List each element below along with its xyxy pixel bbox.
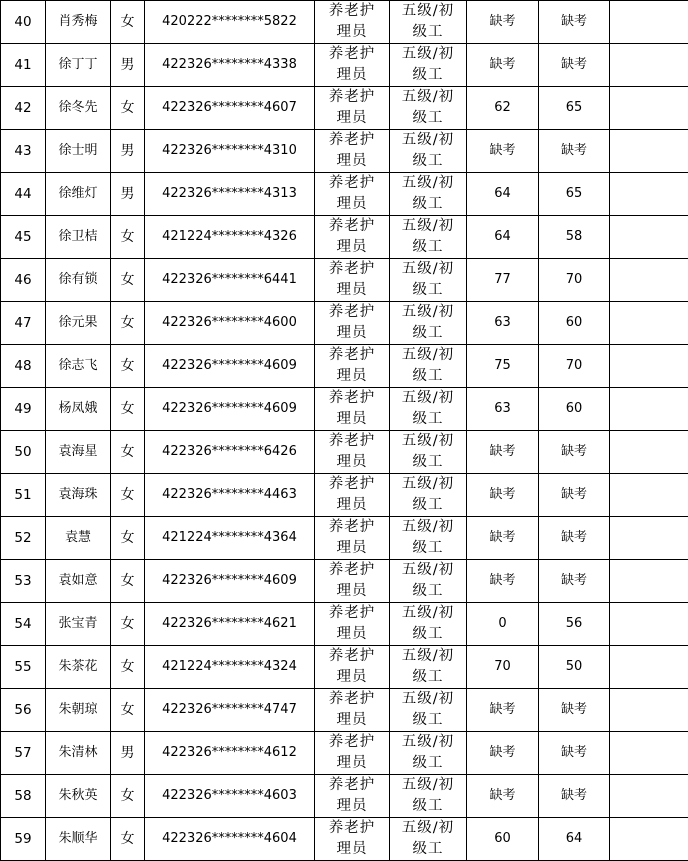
occupation-cell: [315, 130, 390, 173]
id-number-cell: 422326********4609: [145, 388, 315, 431]
occupation-cell: [315, 560, 390, 603]
id-number-cell: 422326********4338: [145, 44, 315, 87]
table-row: [1, 689, 688, 732]
practical-score-cell: 缺考: [539, 474, 610, 517]
level-line: 级工: [390, 151, 466, 172]
gender-cell: 女: [111, 87, 145, 130]
occupation-line: 理员: [315, 667, 389, 688]
table-row: [1, 1, 688, 44]
occupation-line: 养老护: [315, 302, 389, 323]
gender-cell: 男: [111, 173, 145, 216]
id-number-cell: 422326********4463: [145, 474, 315, 517]
theory-score-cell: 缺考: [467, 474, 539, 517]
level-line: 级工: [390, 452, 466, 473]
gender-cell: 女: [111, 259, 145, 302]
occupation-cell: [315, 87, 390, 130]
theory-score-cell: 77: [467, 259, 539, 302]
occupation-line: 理员: [315, 538, 389, 559]
level-line: 级工: [390, 409, 466, 430]
table-row: [1, 474, 688, 517]
remark-cell: [610, 431, 688, 474]
level-cell: [390, 87, 467, 130]
id-number-cell: 422326********4607: [145, 87, 315, 130]
remark-cell: [610, 689, 688, 732]
remark-cell: [610, 775, 688, 818]
table-row: [1, 216, 688, 259]
occupation-line: 养老护: [315, 689, 389, 710]
level-line: 级工: [390, 839, 466, 860]
gender-cell: 女: [111, 517, 145, 560]
level-line: 五级/初: [390, 818, 466, 839]
remark-cell: [610, 732, 688, 775]
row-number-cell: 44: [1, 173, 46, 216]
level-line: 五级/初: [390, 87, 466, 108]
row-number-cell: 56: [1, 689, 46, 732]
theory-score-cell: 62: [467, 87, 539, 130]
occupation-line: 理员: [315, 65, 389, 86]
theory-score-cell: 缺考: [467, 517, 539, 560]
table-row: [1, 818, 688, 861]
level-cell: [390, 173, 467, 216]
name-cell: 朱秋英: [46, 775, 111, 818]
practical-score-cell: 60: [539, 388, 610, 431]
level-line: 级工: [390, 366, 466, 387]
practical-score-cell: 缺考: [539, 689, 610, 732]
theory-score-cell: 缺考: [467, 732, 539, 775]
id-number-cell: 421224********4364: [145, 517, 315, 560]
occupation-line: 理员: [315, 452, 389, 473]
remark-cell: [610, 216, 688, 259]
level-line: 五级/初: [390, 1, 466, 22]
table-row: [1, 44, 688, 87]
id-number-cell: 422326********4621: [145, 603, 315, 646]
level-line: 五级/初: [390, 517, 466, 538]
remark-cell: [610, 388, 688, 431]
id-number-cell: 422326********4747: [145, 689, 315, 732]
level-line: 级工: [390, 796, 466, 817]
occupation-line: 理员: [315, 796, 389, 817]
id-number-cell: 422326********4609: [145, 345, 315, 388]
gender-cell: 女: [111, 216, 145, 259]
occupation-cell: [315, 732, 390, 775]
table-row: [1, 345, 688, 388]
gender-cell: 女: [111, 818, 145, 861]
name-cell: 徐维灯: [46, 173, 111, 216]
occupation-cell: [315, 431, 390, 474]
table-row: [1, 560, 688, 603]
name-cell: 徐元果: [46, 302, 111, 345]
occupation-cell: [315, 302, 390, 345]
row-number-cell: 46: [1, 259, 46, 302]
level-cell: [390, 603, 467, 646]
row-number-cell: 53: [1, 560, 46, 603]
row-number-cell: 58: [1, 775, 46, 818]
row-number-cell: 43: [1, 130, 46, 173]
occupation-line: 养老护: [315, 732, 389, 753]
occupation-cell: [315, 259, 390, 302]
level-cell: [390, 775, 467, 818]
theory-score-cell: 64: [467, 216, 539, 259]
occupation-cell: [315, 216, 390, 259]
level-line: 级工: [390, 194, 466, 215]
theory-score-cell: 60: [467, 818, 539, 861]
table-row: [1, 431, 688, 474]
name-cell: 袁海星: [46, 431, 111, 474]
occupation-line: 理员: [315, 839, 389, 860]
occupation-line: 养老护: [315, 173, 389, 194]
level-line: 级工: [390, 753, 466, 774]
occupation-line: 理员: [315, 366, 389, 387]
level-line: 五级/初: [390, 775, 466, 796]
level-line: 级工: [390, 108, 466, 129]
occupation-line: 养老护: [315, 44, 389, 65]
level-line: 五级/初: [390, 216, 466, 237]
remark-cell: [610, 1, 688, 44]
gender-cell: 女: [111, 689, 145, 732]
id-number-cell: 422326********6426: [145, 431, 315, 474]
gender-cell: 女: [111, 345, 145, 388]
name-cell: 徐有锁: [46, 259, 111, 302]
occupation-line: 理员: [315, 237, 389, 258]
occupation-line: 养老护: [315, 345, 389, 366]
id-number-cell: 422326********4609: [145, 560, 315, 603]
name-cell: 袁慧: [46, 517, 111, 560]
occupation-cell: [315, 44, 390, 87]
row-number-cell: 57: [1, 732, 46, 775]
name-cell: 张宝青: [46, 603, 111, 646]
theory-score-cell: 64: [467, 173, 539, 216]
gender-cell: 女: [111, 646, 145, 689]
row-number-cell: 45: [1, 216, 46, 259]
row-number-cell: 50: [1, 431, 46, 474]
level-line: 级工: [390, 667, 466, 688]
name-cell: 徐卫桔: [46, 216, 111, 259]
row-number-cell: 59: [1, 818, 46, 861]
gender-cell: 男: [111, 732, 145, 775]
practical-score-cell: 50: [539, 646, 610, 689]
row-number-cell: 51: [1, 474, 46, 517]
occupation-line: 理员: [315, 323, 389, 344]
name-cell: 杨凤娥: [46, 388, 111, 431]
level-line: 五级/初: [390, 302, 466, 323]
table-row: [1, 732, 688, 775]
theory-score-cell: 缺考: [467, 560, 539, 603]
occupation-line: 养老护: [315, 560, 389, 581]
occupation-line: 养老护: [315, 517, 389, 538]
occupation-line: 养老护: [315, 646, 389, 667]
level-line: 级工: [390, 65, 466, 86]
level-cell: [390, 388, 467, 431]
id-number-cell: 421224********4326: [145, 216, 315, 259]
remark-cell: [610, 302, 688, 345]
occupation-cell: [315, 173, 390, 216]
row-number-cell: 41: [1, 44, 46, 87]
id-number-cell: 422326********4600: [145, 302, 315, 345]
level-cell: [390, 818, 467, 861]
theory-score-cell: 缺考: [467, 1, 539, 44]
theory-score-cell: 63: [467, 388, 539, 431]
occupation-line: 养老护: [315, 259, 389, 280]
level-cell: [390, 732, 467, 775]
table-body: [1, 1, 688, 861]
level-line: 五级/初: [390, 560, 466, 581]
occupation-line: 养老护: [315, 87, 389, 108]
practical-score-cell: 60: [539, 302, 610, 345]
name-cell: 朱朝琼: [46, 689, 111, 732]
id-number-cell: 422326********6441: [145, 259, 315, 302]
occupation-cell: [315, 345, 390, 388]
table-row: [1, 603, 688, 646]
level-line: 级工: [390, 22, 466, 43]
theory-score-cell: 63: [467, 302, 539, 345]
practical-score-cell: 58: [539, 216, 610, 259]
table-row: [1, 646, 688, 689]
occupation-line: 养老护: [315, 130, 389, 151]
remark-cell: [610, 517, 688, 560]
level-cell: [390, 44, 467, 87]
name-cell: 肖秀梅: [46, 1, 111, 44]
row-number-cell: 49: [1, 388, 46, 431]
level-line: 级工: [390, 237, 466, 258]
occupation-line: 养老护: [315, 818, 389, 839]
level-line: 级工: [390, 280, 466, 301]
id-number-cell: 420222********5822: [145, 1, 315, 44]
practical-score-cell: 缺考: [539, 517, 610, 560]
level-cell: [390, 1, 467, 44]
theory-score-cell: 缺考: [467, 431, 539, 474]
remark-cell: [610, 87, 688, 130]
row-number-cell: 48: [1, 345, 46, 388]
occupation-line: 理员: [315, 581, 389, 602]
occupation-line: 理员: [315, 280, 389, 301]
name-cell: 朱茶花: [46, 646, 111, 689]
table-row: [1, 259, 688, 302]
occupation-cell: [315, 818, 390, 861]
theory-score-cell: 70: [467, 646, 539, 689]
level-cell: [390, 431, 467, 474]
level-cell: [390, 646, 467, 689]
practical-score-cell: 缺考: [539, 130, 610, 173]
level-cell: [390, 216, 467, 259]
gender-cell: 男: [111, 130, 145, 173]
level-cell: [390, 689, 467, 732]
level-line: 级工: [390, 624, 466, 645]
practical-score-cell: 缺考: [539, 775, 610, 818]
occupation-cell: [315, 646, 390, 689]
occupation-line: 养老护: [315, 474, 389, 495]
theory-score-cell: 0: [467, 603, 539, 646]
occupation-line: 养老护: [315, 603, 389, 624]
remark-cell: [610, 560, 688, 603]
theory-score-cell: 缺考: [467, 775, 539, 818]
theory-score-cell: 缺考: [467, 44, 539, 87]
theory-score-cell: 缺考: [467, 689, 539, 732]
occupation-cell: [315, 1, 390, 44]
gender-cell: 女: [111, 560, 145, 603]
name-cell: 徐丁丁: [46, 44, 111, 87]
level-line: 五级/初: [390, 732, 466, 753]
level-line: 级工: [390, 538, 466, 559]
level-cell: [390, 474, 467, 517]
level-line: 五级/初: [390, 173, 466, 194]
gender-cell: 女: [111, 603, 145, 646]
row-number-cell: 55: [1, 646, 46, 689]
practical-score-cell: 缺考: [539, 1, 610, 44]
level-line: 级工: [390, 323, 466, 344]
name-cell: 袁海珠: [46, 474, 111, 517]
remark-cell: [610, 474, 688, 517]
occupation-line: 养老护: [315, 1, 389, 22]
occupation-line: 理员: [315, 624, 389, 645]
occupation-line: 养老护: [315, 431, 389, 452]
table-row: [1, 388, 688, 431]
level-line: 五级/初: [390, 44, 466, 65]
occupation-line: 理员: [315, 710, 389, 731]
level-line: 五级/初: [390, 388, 466, 409]
remark-cell: [610, 173, 688, 216]
gender-cell: 女: [111, 775, 145, 818]
occupation-line: 理员: [315, 194, 389, 215]
occupation-line: 理员: [315, 495, 389, 516]
occupation-cell: [315, 603, 390, 646]
level-cell: [390, 517, 467, 560]
id-number-cell: 422326********4604: [145, 818, 315, 861]
level-line: 五级/初: [390, 474, 466, 495]
practical-score-cell: 缺考: [539, 44, 610, 87]
occupation-cell: [315, 517, 390, 560]
level-cell: [390, 130, 467, 173]
id-number-cell: 422326********4313: [145, 173, 315, 216]
table-row: [1, 173, 688, 216]
table-row: [1, 87, 688, 130]
practical-score-cell: 56: [539, 603, 610, 646]
occupation-line: 养老护: [315, 775, 389, 796]
name-cell: 朱清林: [46, 732, 111, 775]
occupation-line: 理员: [315, 753, 389, 774]
name-cell: 袁如意: [46, 560, 111, 603]
occupation-cell: [315, 775, 390, 818]
level-cell: [390, 259, 467, 302]
remark-cell: [610, 44, 688, 87]
level-line: 级工: [390, 581, 466, 602]
occupation-cell: [315, 689, 390, 732]
row-number-cell: 40: [1, 1, 46, 44]
practical-score-cell: 64: [539, 818, 610, 861]
table-row: [1, 302, 688, 345]
remark-cell: [610, 818, 688, 861]
practical-score-cell: 65: [539, 173, 610, 216]
name-cell: 朱顺华: [46, 818, 111, 861]
table-row: [1, 130, 688, 173]
occupation-cell: [315, 388, 390, 431]
gender-cell: 女: [111, 1, 145, 44]
occupation-line: 理员: [315, 108, 389, 129]
gender-cell: 女: [111, 302, 145, 345]
level-line: 级工: [390, 710, 466, 731]
occupation-cell: [315, 474, 390, 517]
level-line: 五级/初: [390, 431, 466, 452]
level-line: 五级/初: [390, 646, 466, 667]
practical-score-cell: 缺考: [539, 431, 610, 474]
level-line: 五级/初: [390, 345, 466, 366]
occupation-line: 理员: [315, 22, 389, 43]
remark-cell: [610, 259, 688, 302]
level-line: 五级/初: [390, 603, 466, 624]
practical-score-cell: 缺考: [539, 560, 610, 603]
name-cell: 徐士明: [46, 130, 111, 173]
id-number-cell: 422326********4310: [145, 130, 315, 173]
gender-cell: 女: [111, 431, 145, 474]
level-line: 五级/初: [390, 130, 466, 151]
theory-score-cell: 缺考: [467, 130, 539, 173]
row-number-cell: 52: [1, 517, 46, 560]
occupation-line: 养老护: [315, 388, 389, 409]
gender-cell: 男: [111, 44, 145, 87]
occupation-line: 理员: [315, 409, 389, 430]
level-cell: [390, 302, 467, 345]
remark-cell: [610, 130, 688, 173]
occupation-line: 理员: [315, 151, 389, 172]
remark-cell: [610, 345, 688, 388]
table-row: [1, 517, 688, 560]
gender-cell: 女: [111, 388, 145, 431]
level-cell: [390, 560, 467, 603]
practical-score-cell: 65: [539, 87, 610, 130]
theory-score-cell: 75: [467, 345, 539, 388]
id-number-cell: 421224********4324: [145, 646, 315, 689]
remark-cell: [610, 646, 688, 689]
name-cell: 徐志飞: [46, 345, 111, 388]
level-line: 五级/初: [390, 689, 466, 710]
gender-cell: 女: [111, 474, 145, 517]
level-cell: [390, 345, 467, 388]
practical-score-cell: 70: [539, 345, 610, 388]
practical-score-cell: 70: [539, 259, 610, 302]
name-cell: 徐冬先: [46, 87, 111, 130]
row-number-cell: 42: [1, 87, 46, 130]
occupation-line: 养老护: [315, 216, 389, 237]
id-number-cell: 422326********4603: [145, 775, 315, 818]
practical-score-cell: 缺考: [539, 732, 610, 775]
row-number-cell: 47: [1, 302, 46, 345]
level-line: 级工: [390, 495, 466, 516]
level-line: 五级/初: [390, 259, 466, 280]
remark-cell: [610, 603, 688, 646]
table-row: [1, 775, 688, 818]
row-number-cell: 54: [1, 603, 46, 646]
id-number-cell: 422326********4612: [145, 732, 315, 775]
